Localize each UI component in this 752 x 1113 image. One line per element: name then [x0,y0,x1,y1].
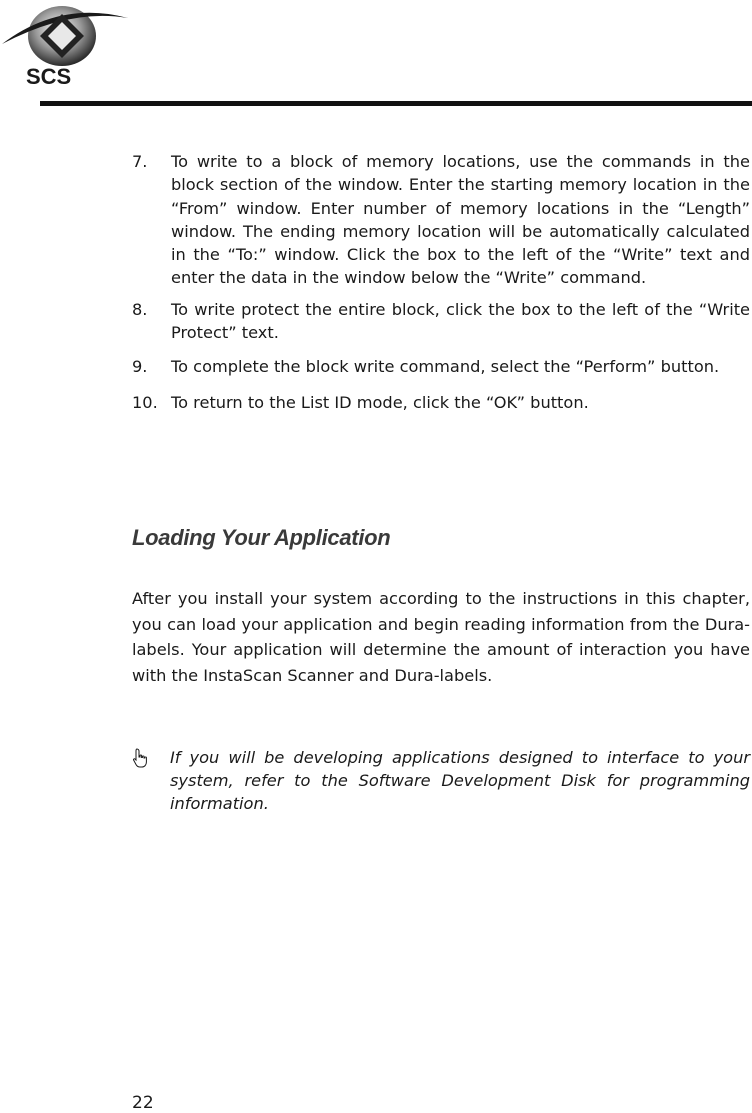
pointing-hand-icon [132,748,148,768]
step-text: To write protect the entire block, click the box to the left of the “Write Protect” text. [171,299,750,343]
step-item [132,150,750,290]
step-item [132,298,750,345]
step-item [132,391,750,414]
scs-logo [0,0,130,92]
step-item [132,355,750,378]
note-text: If you will be developing applications designed to interface to your system, refer to the Software Development Disk for programming information. [170,748,750,813]
section-heading: Loading Your Application [132,525,391,550]
step-number: 9. [132,357,148,377]
note-block [132,746,750,815]
logo-text: SCS [26,64,72,89]
header-rule [40,101,752,106]
step-text: To complete the block write command, select the “Perform” button. [171,357,720,377]
step-text: To return to the List ID mode, click the “OK” button. [171,392,589,412]
step-number: 7. [132,152,148,171]
step-text: To write to a block of memory locations, use the commands in the block section of the window. Enter the starting memory location in the “From” window. Enter number of memory locations in the “Length” window. The ending memory location will be automatically calculated in the “To:” window. Click the box to the left of the “Write” text and enter the data in the window below the “Write” command. [171,152,750,288]
steps-list [132,150,750,414]
step-number: 8. [132,299,148,319]
page-number: 22 [132,1093,154,1113]
step-number: 10. [132,392,158,412]
scs-logo-graphic [0,0,130,92]
section-paragraph: After you install your system according to the instructions in this chapter, you can load your application and begin reading information from the Dura-labels. Your application will determine the amount of interaction you have with the InstaScan Scanner and Dura-labels. [132,589,750,685]
